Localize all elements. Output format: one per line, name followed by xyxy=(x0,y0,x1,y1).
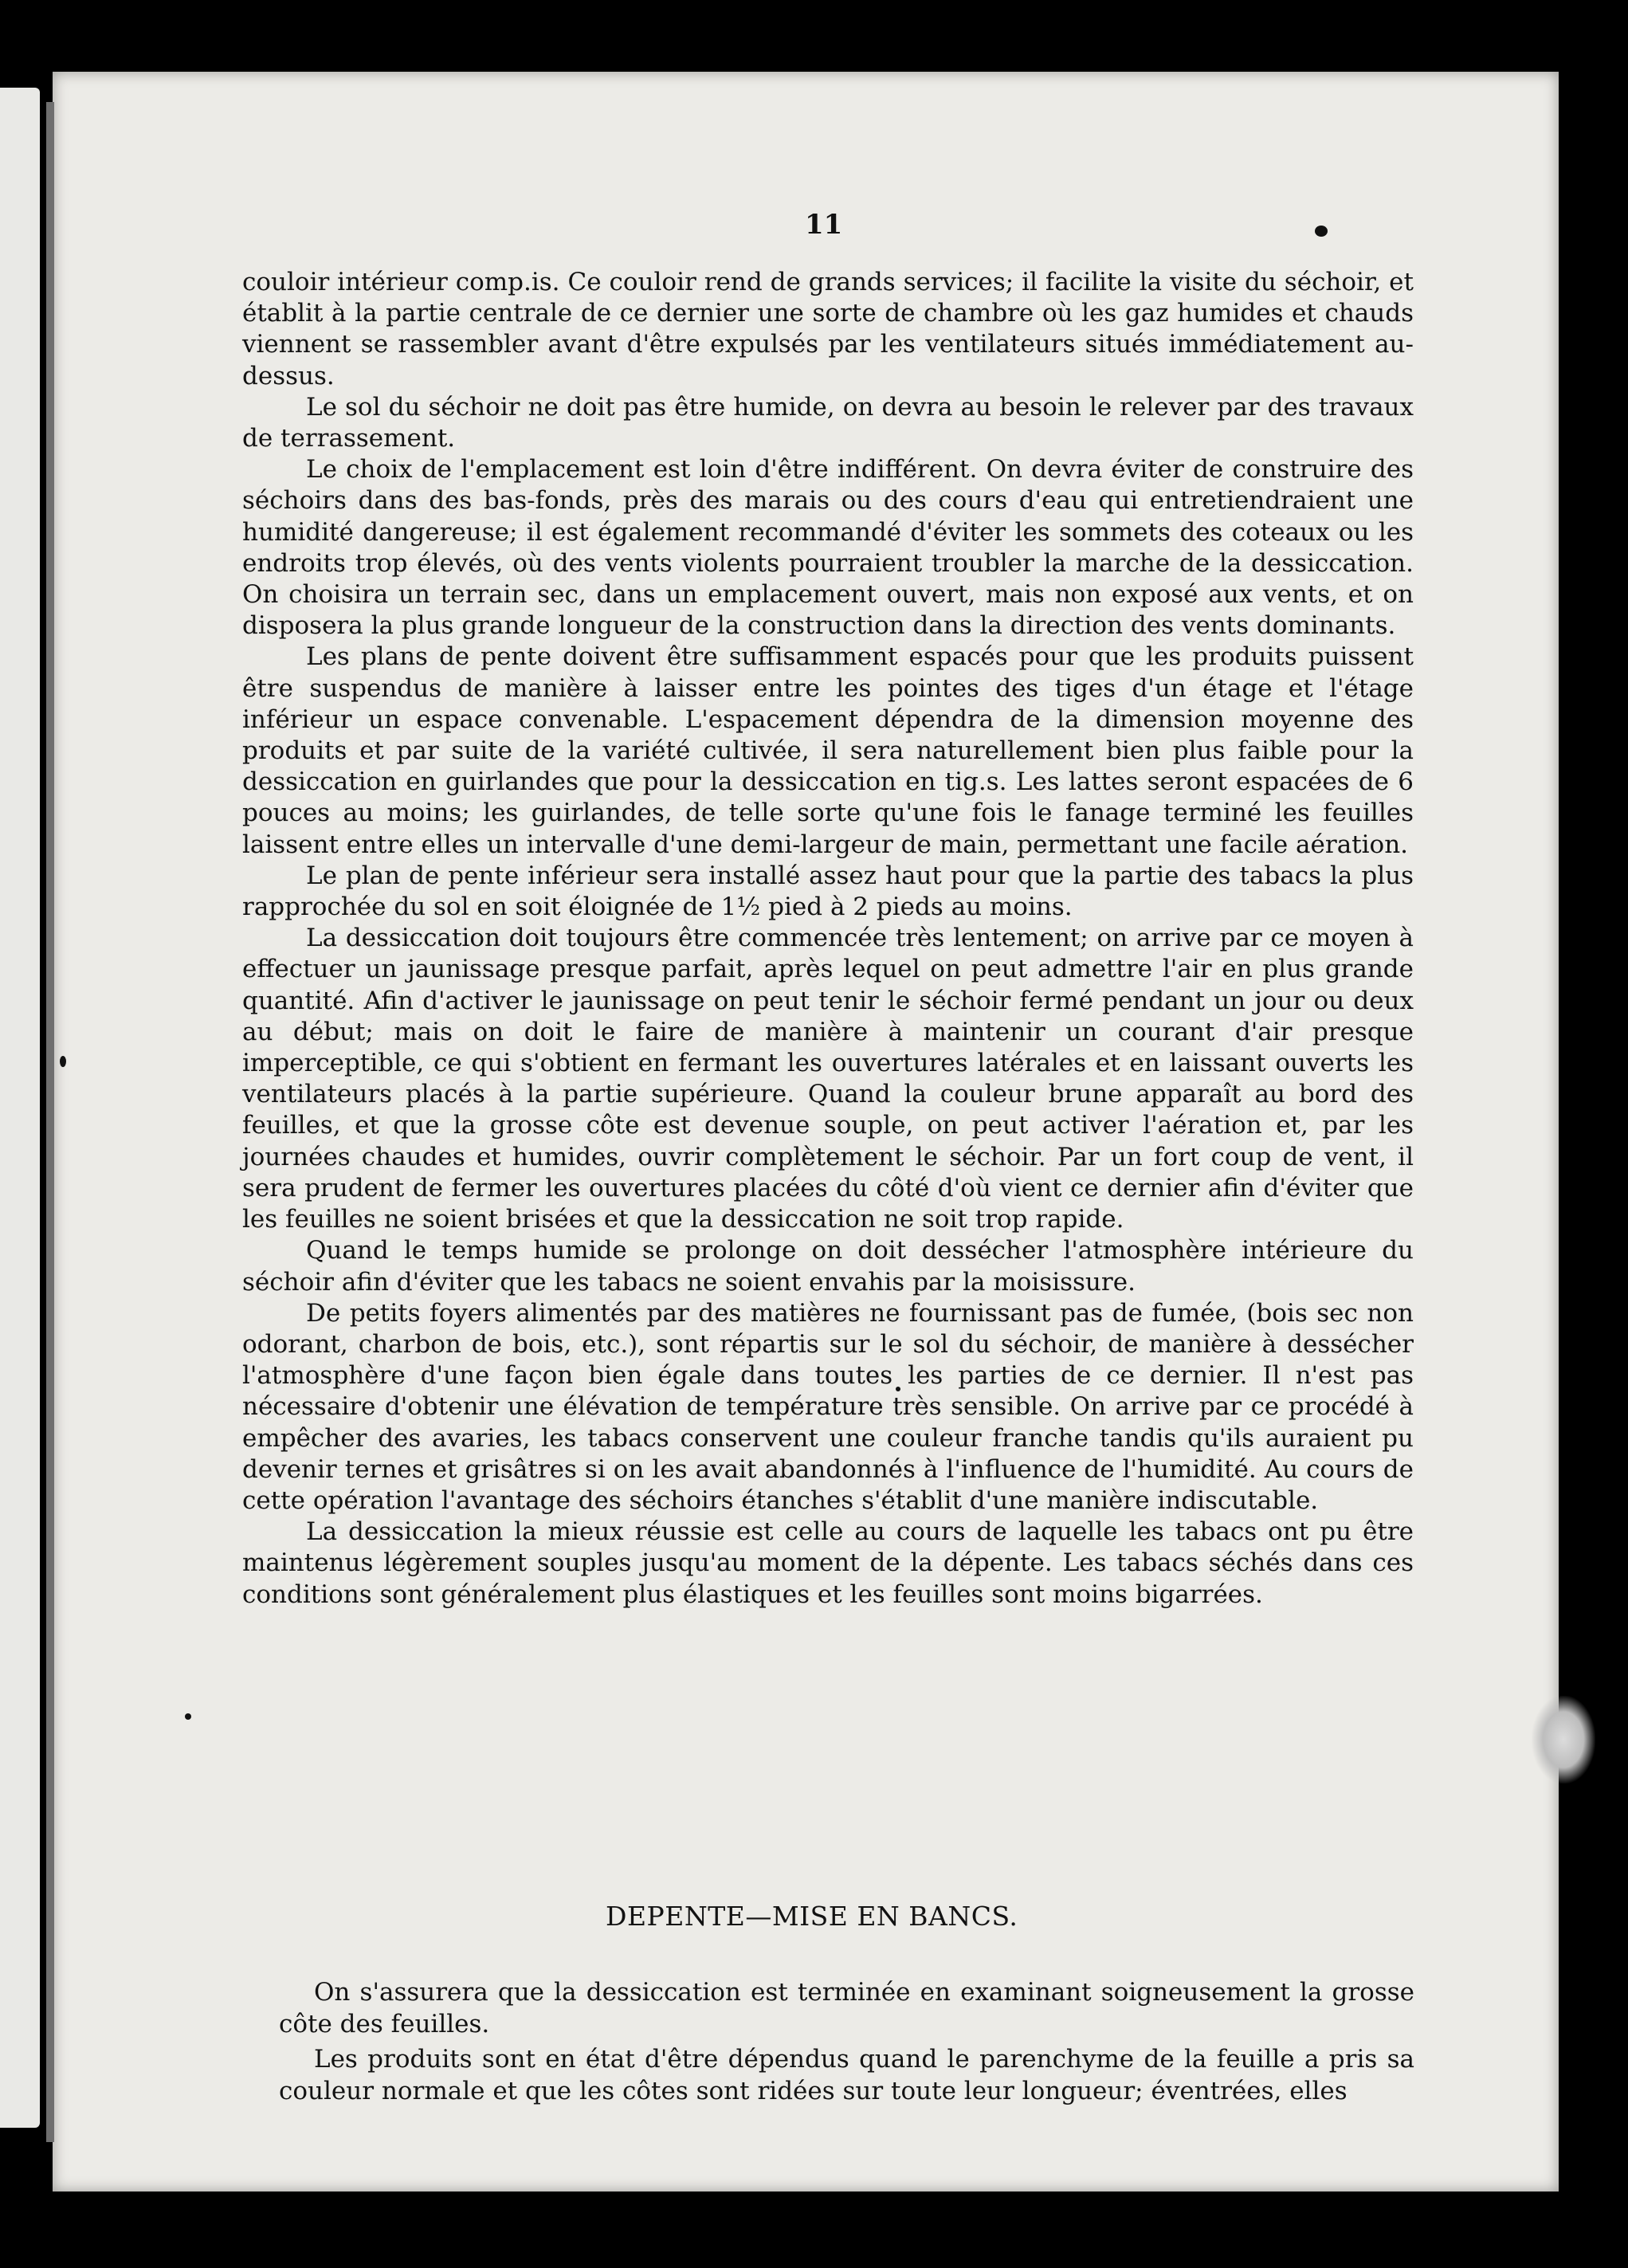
paragraph: Les plans de pente doivent être suffisamment espacés pour que les produits puissent être suspendus de manière à laisser entre les pointes des tiges d'un étage et l'étage inférieur un espace convenable. L'espacement dépendra de la dimension moyenne des produits et par suite de la variété cultivée, il sera naturellement bien plus faible pour la dessiccation en guirlandes que pour la dessiccation en tig.s. Les lattes seront espacées de 6 pouces au moins; les guirlandes, de telle sorte qu'une fois le fanage terminé les feuilles laissent entre elles un intervalle d'une demi-largeur de main, permettant une facile aération. xyxy=(242,642,1414,859)
paragraph: La dessiccation doit toujours être commencée très lentement; on arrive par ce moyen à effectuer un jaunissage presque parfait, après lequel on peut admettre l'air en plus grande quantité. Afin d'activer le jaunissage on peut tenir le séchoir fermé pendant un jour ou deux au début; mais on doit le faire de manière à maintenir un courant d'air presque imperceptible, ce qui s'obtient en fermant les ouvertures latérales et en laissant ouverts les ventilateurs placés à la partie supérieure. Quand la couleur brune apparaît au bord des feuilles, et que la grosse côte est devenue souple, on peut activer l'aération et, par les journées chaudes et humides, ouvrir complètement le séchoir. Par un fort coup de vent, il sera prudent de fermer les ouvertures placées du côté d'où vient ce dernier afin d'éviter que les feuilles ne soient brisées et que la dessiccation ne soit trop rapide. xyxy=(242,924,1414,1234)
paragraph: Le sol du séchoir ne doit pas être humide, on devra au besoin le relever par des travaux de terrassement. xyxy=(242,392,1414,453)
paragraph: La dessiccation la mieux réussie est celle au cours de laquelle les tabacs ont pu être maintenus légèrement souples jusqu'au moment de la dépente. Les tabacs séchés dans ces conditions sont généralement plus élastiques et les feuilles sont moins bigarrées. xyxy=(242,1517,1414,1609)
paragraph: Les produits sont en état d'être dépendus quand le parenchyme de la feuille a pris sa couleur normale et que les côtes sont ridées sur toute leur longueur; éventrées, elles xyxy=(279,2045,1414,2105)
section-heading: DEPENTE—MISE EN BANCS. xyxy=(606,1901,1018,1932)
paragraph: Le plan de pente inférieur sera installé assez haut pour que la partie des tabacs la plus rapprochée du sol en soit éloignée de 1½ pied à 2 pieds au moins. xyxy=(242,861,1414,922)
paragraph: De petits foyers alimentés par des matières ne fournissant pas de fumée, (bois sec non odorant, charbon de bois, etc.), sont répartis sur le sol du séchoir, de manière à dessécher l'atmosphère d'une façon bien égale dans toutes les parties de ce dernier. Il n'est pas nécessaire d'obtenir une élévation de température très sensible. On arrive par ce procédé à empêcher des avaries, les tabacs conservent une couleur franche tandis qu'ils auraient pu devenir ternes et grisâtres si on les avait abandonnés à l'influence de l'humidité. Au cours de cette opération l'avantage des séchoirs étanches s'établit d'une manière indiscutable. xyxy=(242,1298,1414,1515)
paragraph: On s'assurera que la dessiccation est terminée en examinant soigneusement la grosse côte des feuilles. xyxy=(279,1978,1414,2038)
ink-speck xyxy=(1315,226,1328,237)
ink-speck xyxy=(60,1056,66,1067)
paper-stain xyxy=(1532,1696,1595,1783)
ink-speck xyxy=(185,1713,191,1720)
adjacent-page-edge xyxy=(0,88,40,2128)
body-text xyxy=(242,267,1414,1611)
page-number: 11 xyxy=(805,209,843,241)
page-binding-shadow xyxy=(46,102,54,2142)
section-body-text xyxy=(279,1976,1414,2107)
paragraph: couloir intérieur comp.is. Ce couloir rend de grands services; il facilite la visite du séchoir, et établit à la partie centrale de ce dernier une sorte de chambre où les gaz humides et chauds viennent se rassembler avant d'être expulsés par les ventilateurs situés immédiatement au-dessus. xyxy=(242,268,1414,390)
paragraph: Le choix de l'emplacement est loin d'être indifférent. On devra éviter de construire des séchoirs dans des bas-fonds, près des marais ou des cours d'eau qui entretiendraient une humidité dangereuse; il est également recommandé d'éviter les sommets des coteaux ou les endroits trop élevés, où des vents violents pourraient troubler la marche de la dessiccation. On choisira un terrain sec, dans un emplacement ouvert, mais non exposé aux vents, et on disposera la plus grande longueur de la construction dans la direction des vents dominants. xyxy=(242,455,1414,641)
paragraph: Quand le temps humide se prolonge on doit dessécher l'atmosphère intérieure du séchoir afin d'éviter que les tabacs ne soient envahis par la moisissure. xyxy=(242,1236,1414,1297)
